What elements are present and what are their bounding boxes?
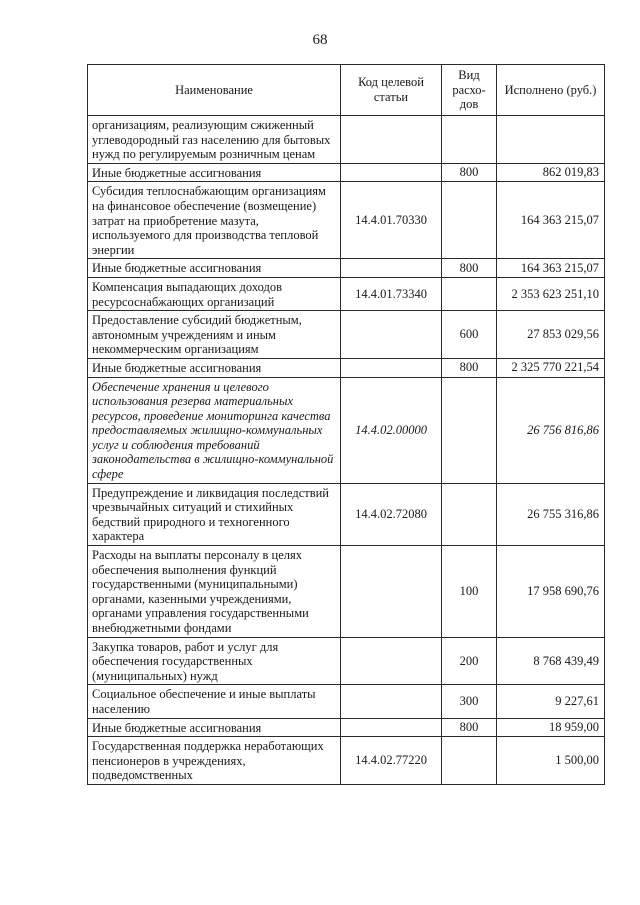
row-vid-cell [442,377,497,483]
row-name-cell: Закупка товаров, работ и услуг для обеспечения государственных (муниципальных) нужд [88,637,341,685]
row-name-cell: Расходы на выплаты персоналу в целях обеспечения выполнения функций государственными (муниципальными) органами, казенными учреждениями, органами управления государственными внебюджетными фондами [88,546,341,638]
row-vid-cell [442,737,497,785]
table-row [88,116,605,164]
row-code-cell: 14.4.01.70330 [341,182,442,259]
page-number: 68 [312,32,328,48]
table-row [88,182,605,259]
header-code: Код целевой статьи [341,65,442,116]
table-row [88,483,605,545]
table-header-row [88,65,605,116]
row-code-cell [341,685,442,718]
row-sum-cell: 164 363 215,07 [497,182,605,259]
table-row [88,311,605,359]
row-name-cell: Иные бюджетные ассигнования [88,358,341,377]
row-sum-cell: 9 227,61 [497,685,605,718]
row-vid-cell [442,483,497,545]
row-code-cell [341,718,442,737]
row-sum-cell: 2 325 770 221,54 [497,358,605,377]
row-vid-cell: 600 [442,311,497,359]
row-name-cell: Предоставление субсидий бюджетным, автономным учреждениям и иным некоммерческим организациям [88,311,341,359]
row-sum-cell: 27 853 029,56 [497,311,605,359]
row-vid-cell: 300 [442,685,497,718]
row-vid-cell: 800 [442,163,497,182]
row-sum-cell: 8 768 439,49 [497,637,605,685]
row-vid-cell [442,182,497,259]
row-name-cell: Иные бюджетные ассигнования [88,163,341,182]
row-vid-cell [442,277,497,310]
table-row [88,358,605,377]
row-sum-cell: 1 500,00 [497,737,605,785]
row-code-cell [341,163,442,182]
row-sum-cell: 862 019,83 [497,163,605,182]
row-code-cell [341,358,442,377]
row-code-cell [341,546,442,638]
header-name: Наименование [88,65,341,116]
row-code-cell [341,311,442,359]
row-vid-cell: 800 [442,718,497,737]
table-row [88,163,605,182]
row-name-cell: Обеспечение хранения и целевого использования резерва материальных ресурсов, проведение мониторинга качества предоставляемых жилищно-коммунальных услуг и соблюдения требований законодательства в жилищно-коммунальной сфере [88,377,341,483]
table-row [88,259,605,278]
row-name-cell: Иные бюджетные ассигнования [88,259,341,278]
row-vid-cell: 100 [442,546,497,638]
row-code-cell [341,637,442,685]
row-code-cell [341,116,442,164]
header-vid: Вид расхо-дов [442,65,497,116]
table-row [88,637,605,685]
row-code-cell: 14.4.01.73340 [341,277,442,310]
row-vid-cell: 800 [442,358,497,377]
row-sum-cell: 17 958 690,76 [497,546,605,638]
row-name-cell: Субсидия теплоснабжающим организациям на финансовое обеспечение (возмещение) затрат на приобретение мазута, используемого для производства тепловой энергии [88,182,341,259]
row-code-cell: 14.4.02.00000 [341,377,442,483]
row-code-cell: 14.4.02.72080 [341,483,442,545]
row-sum-cell: 18 959,00 [497,718,605,737]
table-row [88,718,605,737]
row-sum-cell [497,116,605,164]
row-sum-cell: 26 756 816,86 [497,377,605,483]
budget-table [87,64,605,785]
row-name-cell: Компенсация выпадающих доходов ресурсоснабжающих организаций [88,277,341,310]
row-name-cell: Государственная поддержка неработающих пенсионеров в учреждениях, подведомственных [88,737,341,785]
row-vid-cell: 200 [442,637,497,685]
row-name-cell: Предупреждение и ликвидация последствий чрезвычайных ситуаций и стихийных бедствий природного и техногенного характера [88,483,341,545]
row-name-cell: Иные бюджетные ассигнования [88,718,341,737]
table-row [88,377,605,483]
row-name-cell: Социальное обеспечение и иные выплаты населению [88,685,341,718]
row-sum-cell: 2 353 623 251,10 [497,277,605,310]
row-vid-cell [442,116,497,164]
row-vid-cell: 800 [442,259,497,278]
row-code-cell: 14.4.02.77220 [341,737,442,785]
row-code-cell [341,259,442,278]
table-row [88,685,605,718]
table-row [88,546,605,638]
table-row [88,737,605,785]
row-name-cell: организациям, реализующим сжиженный углеводородный газ населению для бытовых нужд по регулируемым розничным ценам [88,116,341,164]
header-sum: Исполнено (руб.) [497,65,605,116]
table-row [88,277,605,310]
row-sum-cell: 164 363 215,07 [497,259,605,278]
row-sum-cell: 26 755 316,86 [497,483,605,545]
